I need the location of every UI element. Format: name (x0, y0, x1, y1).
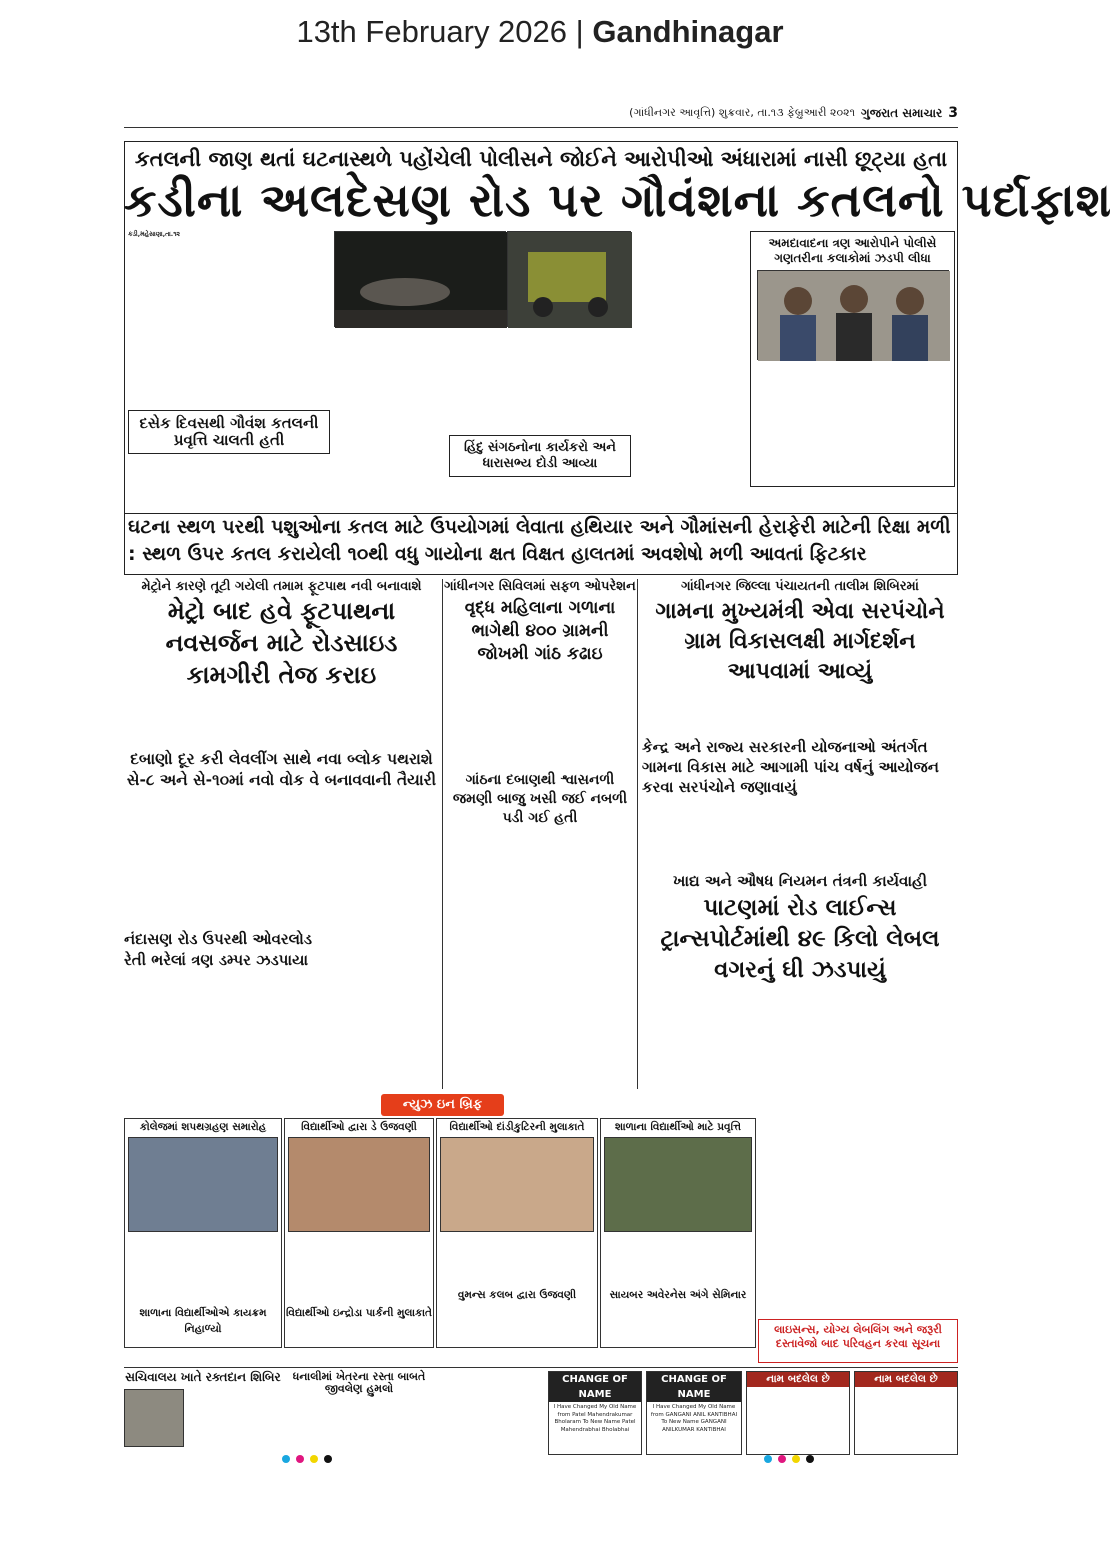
food-story (642, 873, 958, 1103)
change-of-name-body-2: I Have Changed My Old Name from GANGANI ANIL KANTIBHAI To New Name GANGANI ANILKUMAR KANTIBHAI (650, 1404, 738, 1433)
separator: | (575, 14, 584, 49)
brief-title-8: સાયબર અવેરનેસ અંગે સેમિનાર (609, 1289, 747, 1301)
lead-column-right (634, 231, 746, 491)
food-body-2 (758, 1118, 958, 1318)
lead-headline: કડીના અલદેસણ રોડ પર ગૌવંશના કતલનો પર્દાફાશ (124, 173, 1112, 227)
edition-date: 13th February 2026 (296, 14, 568, 49)
cyan-dot (282, 1455, 290, 1463)
brief-item-3 (436, 1118, 598, 1348)
news-in-brief-label: ન્યુઝ ઇન બ્રિફ (381, 1094, 504, 1116)
page-number: 3 (948, 105, 958, 121)
brief-item-2 (284, 1118, 434, 1348)
edition-city: Gandhinagar (592, 14, 784, 49)
lead-column-3 (128, 329, 330, 415)
license-box (758, 1319, 958, 1363)
brief-photo-3 (440, 1137, 594, 1232)
bottom-rule (124, 1367, 958, 1368)
change-of-name-head-1: CHANGE OF NAME (549, 1372, 641, 1402)
dumper-body (124, 975, 439, 1091)
civil-body (447, 649, 635, 767)
civil-headline: વૃદ્ધ મહિલાના ગળાના ભાગેથી ૪૦૦ ગ્રામની જોખમી ગાંઠ કઢાઇ (464, 598, 616, 664)
cyan-dot (764, 1455, 772, 1463)
lead-sub-head-2: હિંદુ સંગઠનોના કાર્યકરો અને ધારાસભ્ય દોડી આવ્યા (464, 440, 616, 471)
panchayat-body-2 (642, 781, 958, 867)
metro-body (124, 667, 439, 745)
brief-title-1: કોલેજમાં શપથગ્રહણ સમારોહ (139, 1121, 267, 1133)
blood-camp-story (124, 1371, 282, 1455)
lead-column-4 (334, 331, 434, 483)
magenta-dot (778, 1455, 786, 1463)
name-change-ad-1 (746, 1371, 850, 1455)
change-of-name-head-2: CHANGE OF NAME (647, 1372, 741, 1402)
header-rule (124, 127, 958, 128)
civil-story (442, 579, 638, 1089)
lead-column-5 (436, 331, 532, 431)
panchayat-story (642, 579, 958, 871)
brief-caption-4 (604, 1237, 752, 1287)
brief-title-7: વુમન્સ કલબ દ્વારા ઉજવણી (457, 1289, 577, 1301)
arrest-sidebar-body (757, 364, 949, 482)
brief-caption-1 (128, 1237, 278, 1305)
food-body (642, 961, 958, 989)
registration-dots-2 (764, 1455, 814, 1463)
panchayat-kicker: ગાંધીનગર જિલ્લા પંચાયતની તાલીમ શિબિરમાં (681, 579, 919, 594)
food-kicker: ખાદ્ય અને ઔષધ નિયમન તંત્રની કાર્યવાહી (673, 872, 927, 890)
brief-title-2: વિદ્યાર્થીઓ દ્વારા ડે ઉજવણી (301, 1121, 417, 1133)
block-paving-body (124, 795, 439, 925)
rickshaw-photo (507, 231, 631, 327)
change-of-name-ad-2 (646, 1371, 742, 1455)
blood-camp-photo (124, 1389, 184, 1447)
change-of-name-body-1: I Have Changed My Old Name from Patel Mahendrakumar Bholaram To New Name Patel Mahendrabhai Bholabhai (553, 1404, 637, 1433)
brief-title-5: શાળાના વિદ્યાર્થીઓએ કાયક્રમ નિહાળ્યો (139, 1307, 267, 1335)
food-headline: પાટણમાં રોડ લાઈન્સ ટ્રાન્સપોર્ટમાંથી ૪૯ કિલો લેબલ વગરનું ઘી ઝડપાયું (660, 895, 940, 983)
panchayat-sub-head: કેન્દ્ર અને રાજ્ય સરકારની યોજનાઓ અંતર્ગત ગામના વિકાસ માટે આગામી પાંચ વર્ષનું આયોજન કરવા સરપંચોને જણાવાયું (642, 738, 939, 796)
brief-title-3: વિદ્યાર્થીઓ દાંડીકુટિરની મુલાકાતે (449, 1121, 585, 1133)
newspaper-logo: ગુજરાત સમાચાર (860, 105, 943, 120)
lead-sub-head-1: દસેક દિવસથી ગૌવંશ કતલની પ્રવૃત્તિ ચાલતી હતી (139, 414, 319, 449)
license-headline: લાઇસન્સ, યોગ્ય લેબલિંગ અને જરૂરી દસ્તાવેજો બાદ પરિવહન કરવા સૂચના (774, 1323, 942, 1350)
panchayat-headline: ગામના મુખ્યમંત્રી એવા સરપંચોને ગ્રામ વિકાસલક્ષી માર્ગદર્શન આપવામાં આવ્યું (655, 599, 945, 684)
name-change-ad-2 (854, 1371, 958, 1455)
night-scene-photo (334, 231, 506, 327)
metro-headline: મેટ્રો બાદ હવે ફૂટપાથના નવસર્જન માટે રોડસાઇડ કામગીરી તેજ કરાઇ (165, 597, 398, 689)
magenta-dot (296, 1455, 304, 1463)
running-header (629, 105, 958, 121)
arrest-sidebar-head: અમદાવાદના ત્રણ આરોપીને પોલીસે ગણતરીના કલાકોમાં ઝડપી લીધા (768, 236, 937, 265)
panchayat-body (642, 663, 958, 733)
brief-caption-3 (440, 1237, 594, 1287)
registration-dots (282, 1455, 332, 1463)
lead-banner: ઘટના સ્થળ પરથી પશુઓના કતલ માટે ઉપયોગમાં લેવાતા હથિયાર અને ગૌમાંસની હેરાફેરી માટેની રિક્ષા મળી : સ્થળ ઉપર કતલ કરાયેલી ૧૦થી વધુ ગાયોના ક્ષત વિક્ષત હાલતમાં અવશેષો મળી આવતાં ફિટકાર (124, 513, 958, 571)
lead-column-6 (534, 331, 631, 431)
civil-kicker: ગાંધીનગર સિવિલમાં સફળ ઓપરેશન (444, 579, 636, 594)
lead-dateline: કડી,મહેસાણા,તા.૧૨ (128, 231, 180, 238)
civil-body-2 (447, 815, 635, 1081)
brief-photo-4 (604, 1137, 752, 1232)
brief-photo-1 (128, 1137, 278, 1232)
farm-story (284, 1371, 434, 1455)
dumper-headline: નંદાસણ રોડ ઉપરથી ઓવરલોડ રેતી ભરેલાં ત્રણ ડમ્પર ઝડપાયા (124, 930, 313, 969)
black-dot (806, 1455, 814, 1463)
yellow-dot (792, 1455, 800, 1463)
metro-kicker: મેટ્રોને કારણે તૂટી ગયેલી તમામ ફૂટપાથ નવી બનાવાશે (141, 579, 422, 594)
brief-title-4: શાળાના વિદ્યાર્થીઓ માટે પ્રવૃત્તિ (615, 1121, 741, 1133)
brief-item-4 (600, 1118, 756, 1348)
brief-title-6: વિદ્યાર્થીઓ ઇન્દ્રોડા પાર્કની મુલાકાતે (286, 1307, 432, 1319)
metro-story (124, 579, 439, 1103)
farm-headline: ધનાલીમાં ખેતરના રસ્તા બાબતે જીવલેણ હુમલો (292, 1370, 426, 1396)
accused-photo (757, 270, 949, 360)
block-paving-headline: દબાણો દૂર કરી લેવલીંગ સાથે નવા બ્લોક પથરાશે સે-૮ અને સે-૧૦માં નવો વોક વે બનાવવાની તૈયારી (126, 750, 437, 789)
blood-camp-headline: સચિવાલય ખાતે રક્તદાન શિબિર (125, 1370, 281, 1384)
yellow-dot (310, 1455, 318, 1463)
brief-item-1 (124, 1118, 282, 1348)
name-change-head-1: નામ બદલેલ છે (747, 1372, 849, 1387)
top-caption (0, 14, 1080, 50)
sub-head-box-2 (449, 435, 631, 477)
sub-head-box-1 (128, 410, 330, 454)
change-of-name-ad-1 (548, 1371, 642, 1455)
newspaper-page (124, 105, 1112, 1465)
name-change-head-2: નામ બદલેલ છે (855, 1372, 957, 1387)
edition-line: (ગાંધીનગર આવૃત્તિ) શુક્રવાર, તા.૧૩ ફેબ્રુઆરી ૨૦૨૧ (629, 106, 855, 119)
lead-kicker: કતલની જાણ થતાં ઘટનાસ્થળે પહોંચેલી પોલીસને જોઈને આરોપીઓ અંધારામાં નાસી છૂટ્યા હતા (134, 147, 948, 171)
civil-sub-head: ગાંઠના દબાણથી શ્વાસનળી જમણી બાજુ ખસી જઈ નબળી પડી ગઈ હતી (452, 772, 628, 826)
arrest-sidebar (750, 231, 955, 487)
brief-photo-2 (288, 1137, 430, 1232)
black-dot (324, 1455, 332, 1463)
brief-caption-2 (288, 1237, 430, 1305)
